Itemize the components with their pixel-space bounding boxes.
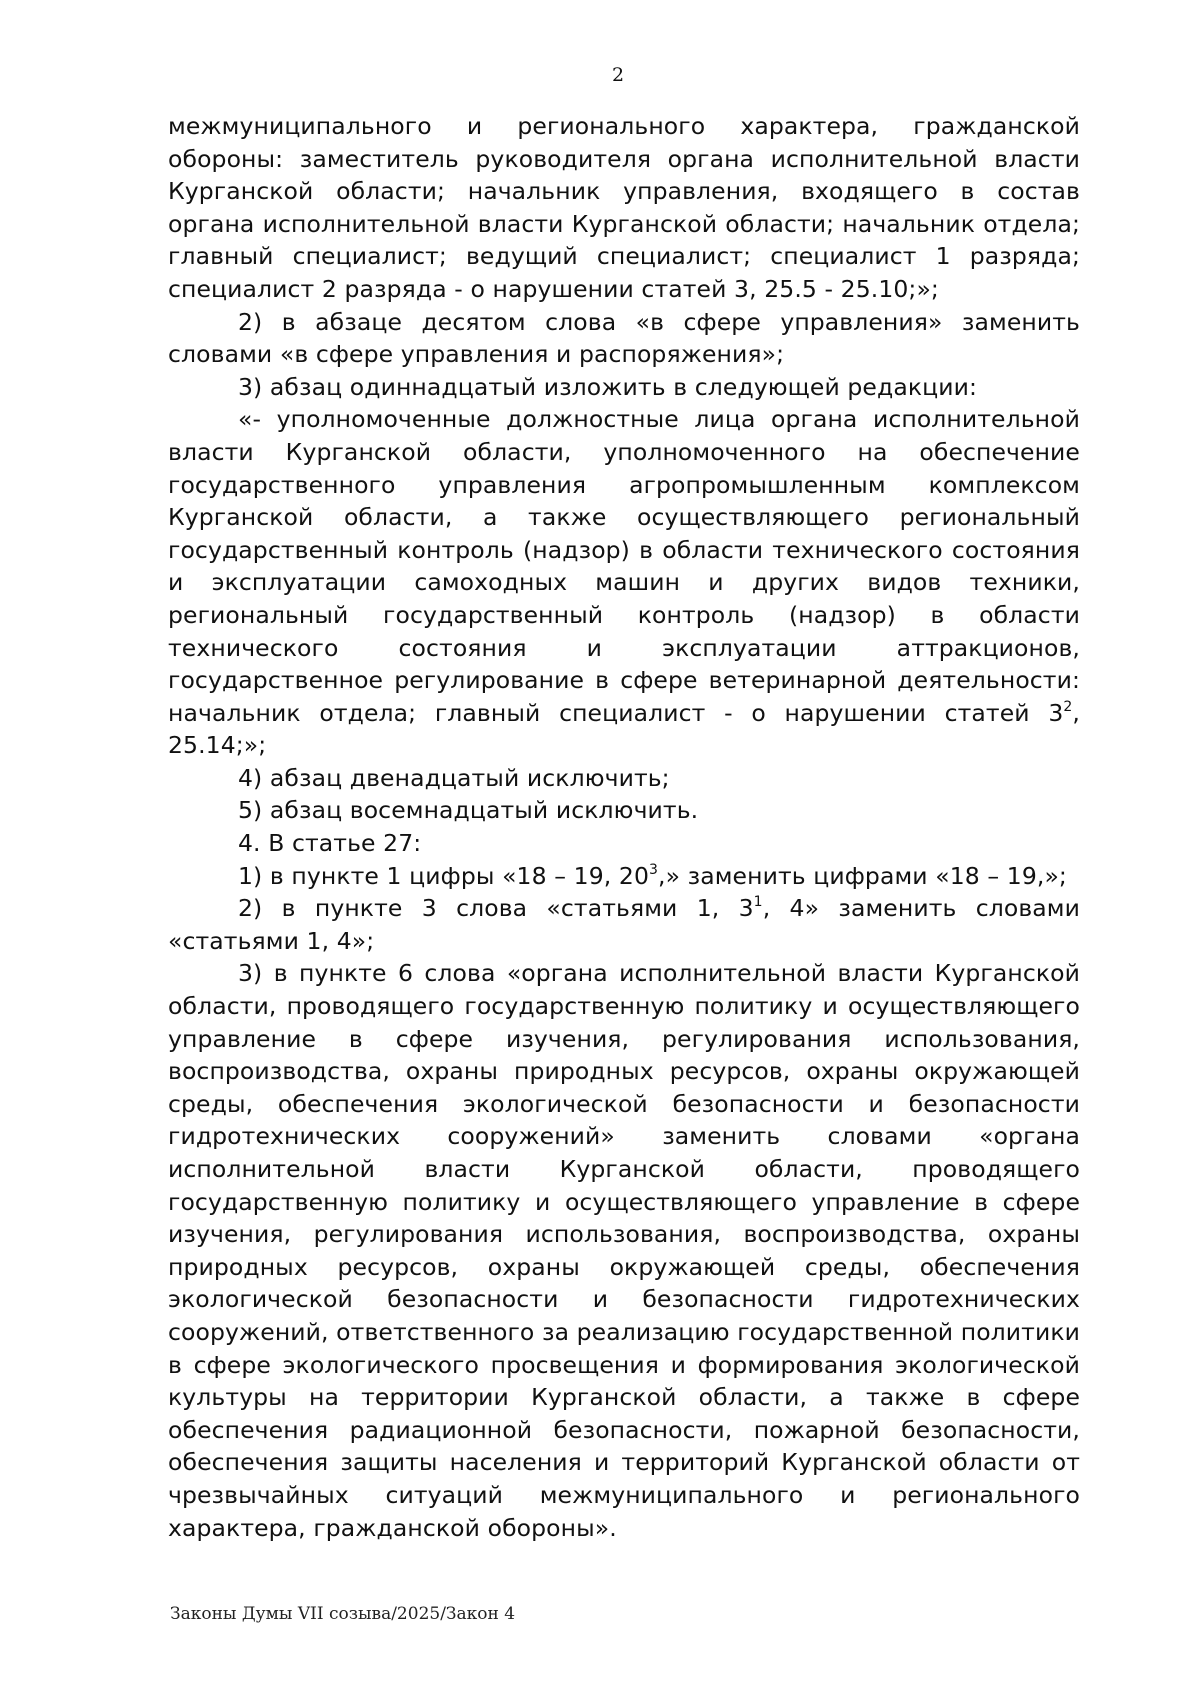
paragraph-text: «- уполномоченные должностные лица органа исполнительной власти Курганской области, уполномоченного на обеспечение государственного управления агропромышленным комплексом Курганской области, а также осуществляющего региональный государственный контроль (надзор) в области технического состояния и эксплуатации самоходных машин и других видов техники, региональный государственный контроль (надзор) в области технического состояния и эксплуатации аттракционов, государственное регулирование в сфере ветеринарной деятельности: начальник отдела; главный специалист - о нарушении статей 3 [168, 405, 1080, 727]
paragraph-text: межмуниципального и регионального характера, гражданской обороны: заместитель руководителя органа исполнительной власти Курганской области; начальник управления, входящего в состав органа исполнительной власти Курганской области; начальник отдела; главный специалист; ведущий специалист; специалист 1 разряда; специалист 2 разряда - о нарушении статей 3, 25.5 - 25.10;»; [168, 112, 1080, 303]
paragraph [168, 827, 1080, 860]
superscript: 2 [1063, 698, 1073, 715]
paragraph [168, 403, 1080, 762]
superscript: 1 [753, 894, 763, 911]
paragraph [168, 794, 1080, 827]
document-body [168, 110, 1080, 1544]
paragraph-text: 4) абзац двенадцатый исключить; [238, 763, 670, 792]
paragraph [168, 371, 1080, 404]
paragraph [168, 892, 1080, 957]
paragraph-text: 1) в пункте 1 цифры «18 – 19, 20 [238, 861, 649, 890]
paragraph-text: 5) абзац восемнадцатый исключить. [238, 796, 699, 825]
paragraph-text: 3) абзац одиннадцатый изложить в следующей редакции: [238, 372, 977, 401]
document-footer: Законы Думы VII созыва/2025/Закон 4 [170, 1604, 516, 1624]
paragraph-text: 4. В статье 27: [238, 829, 422, 858]
paragraph [168, 762, 1080, 795]
paragraph-text: ,» заменить цифрами «18 – 19,»; [658, 861, 1067, 890]
paragraph-text: 3) в пункте 6 слова «органа исполнительной власти Курганской области, проводящего государственную политику и осуществляющего управление в сфере изучения, регулирования использования, воспроизводства, охраны природных ресурсов, охраны окружающей среды, обеспечения экологической безопасности и безопасности гидротехнических сооружений» заменить словами «органа исполнительной власти Курганской области, проводящего государственную политику и осуществляющего управление в сфере изучения, регулирования использования, воспроизводства, охраны природных ресурсов, охраны окружающей среды, обеспечения экологической безопасности и безопасности гидротехнических сооружений, ответственного за реализацию государственной политики в сфере экологического просвещения и формирования экологической культуры на территории Курганской области, а также в сфере обеспечения радиационной безопасности, пожарной безопасности, обеспечения защиты населения и территорий Курганской области от чрезвычайных ситуаций межмуниципального и регионального характера, гражданской обороны». [168, 959, 1080, 1542]
page-number: 2 [611, 64, 625, 86]
paragraph-text: , 4» заменить словами «статьями 1, 4»; [168, 894, 1080, 955]
superscript: 3 [649, 861, 659, 878]
paragraph-text: 2) в пункте 3 слова «статьями 1, 3 [238, 894, 754, 923]
paragraph [168, 860, 1080, 893]
paragraph [168, 957, 1080, 1544]
paragraph-text: , 25.14;»; [168, 698, 1080, 760]
paragraph [168, 110, 1080, 306]
paragraph-text: 2) в абзаце десятом слова «в сфере управления» заменить словами «в сфере управления и распоряжения»; [168, 307, 1080, 369]
paragraph [168, 306, 1080, 371]
